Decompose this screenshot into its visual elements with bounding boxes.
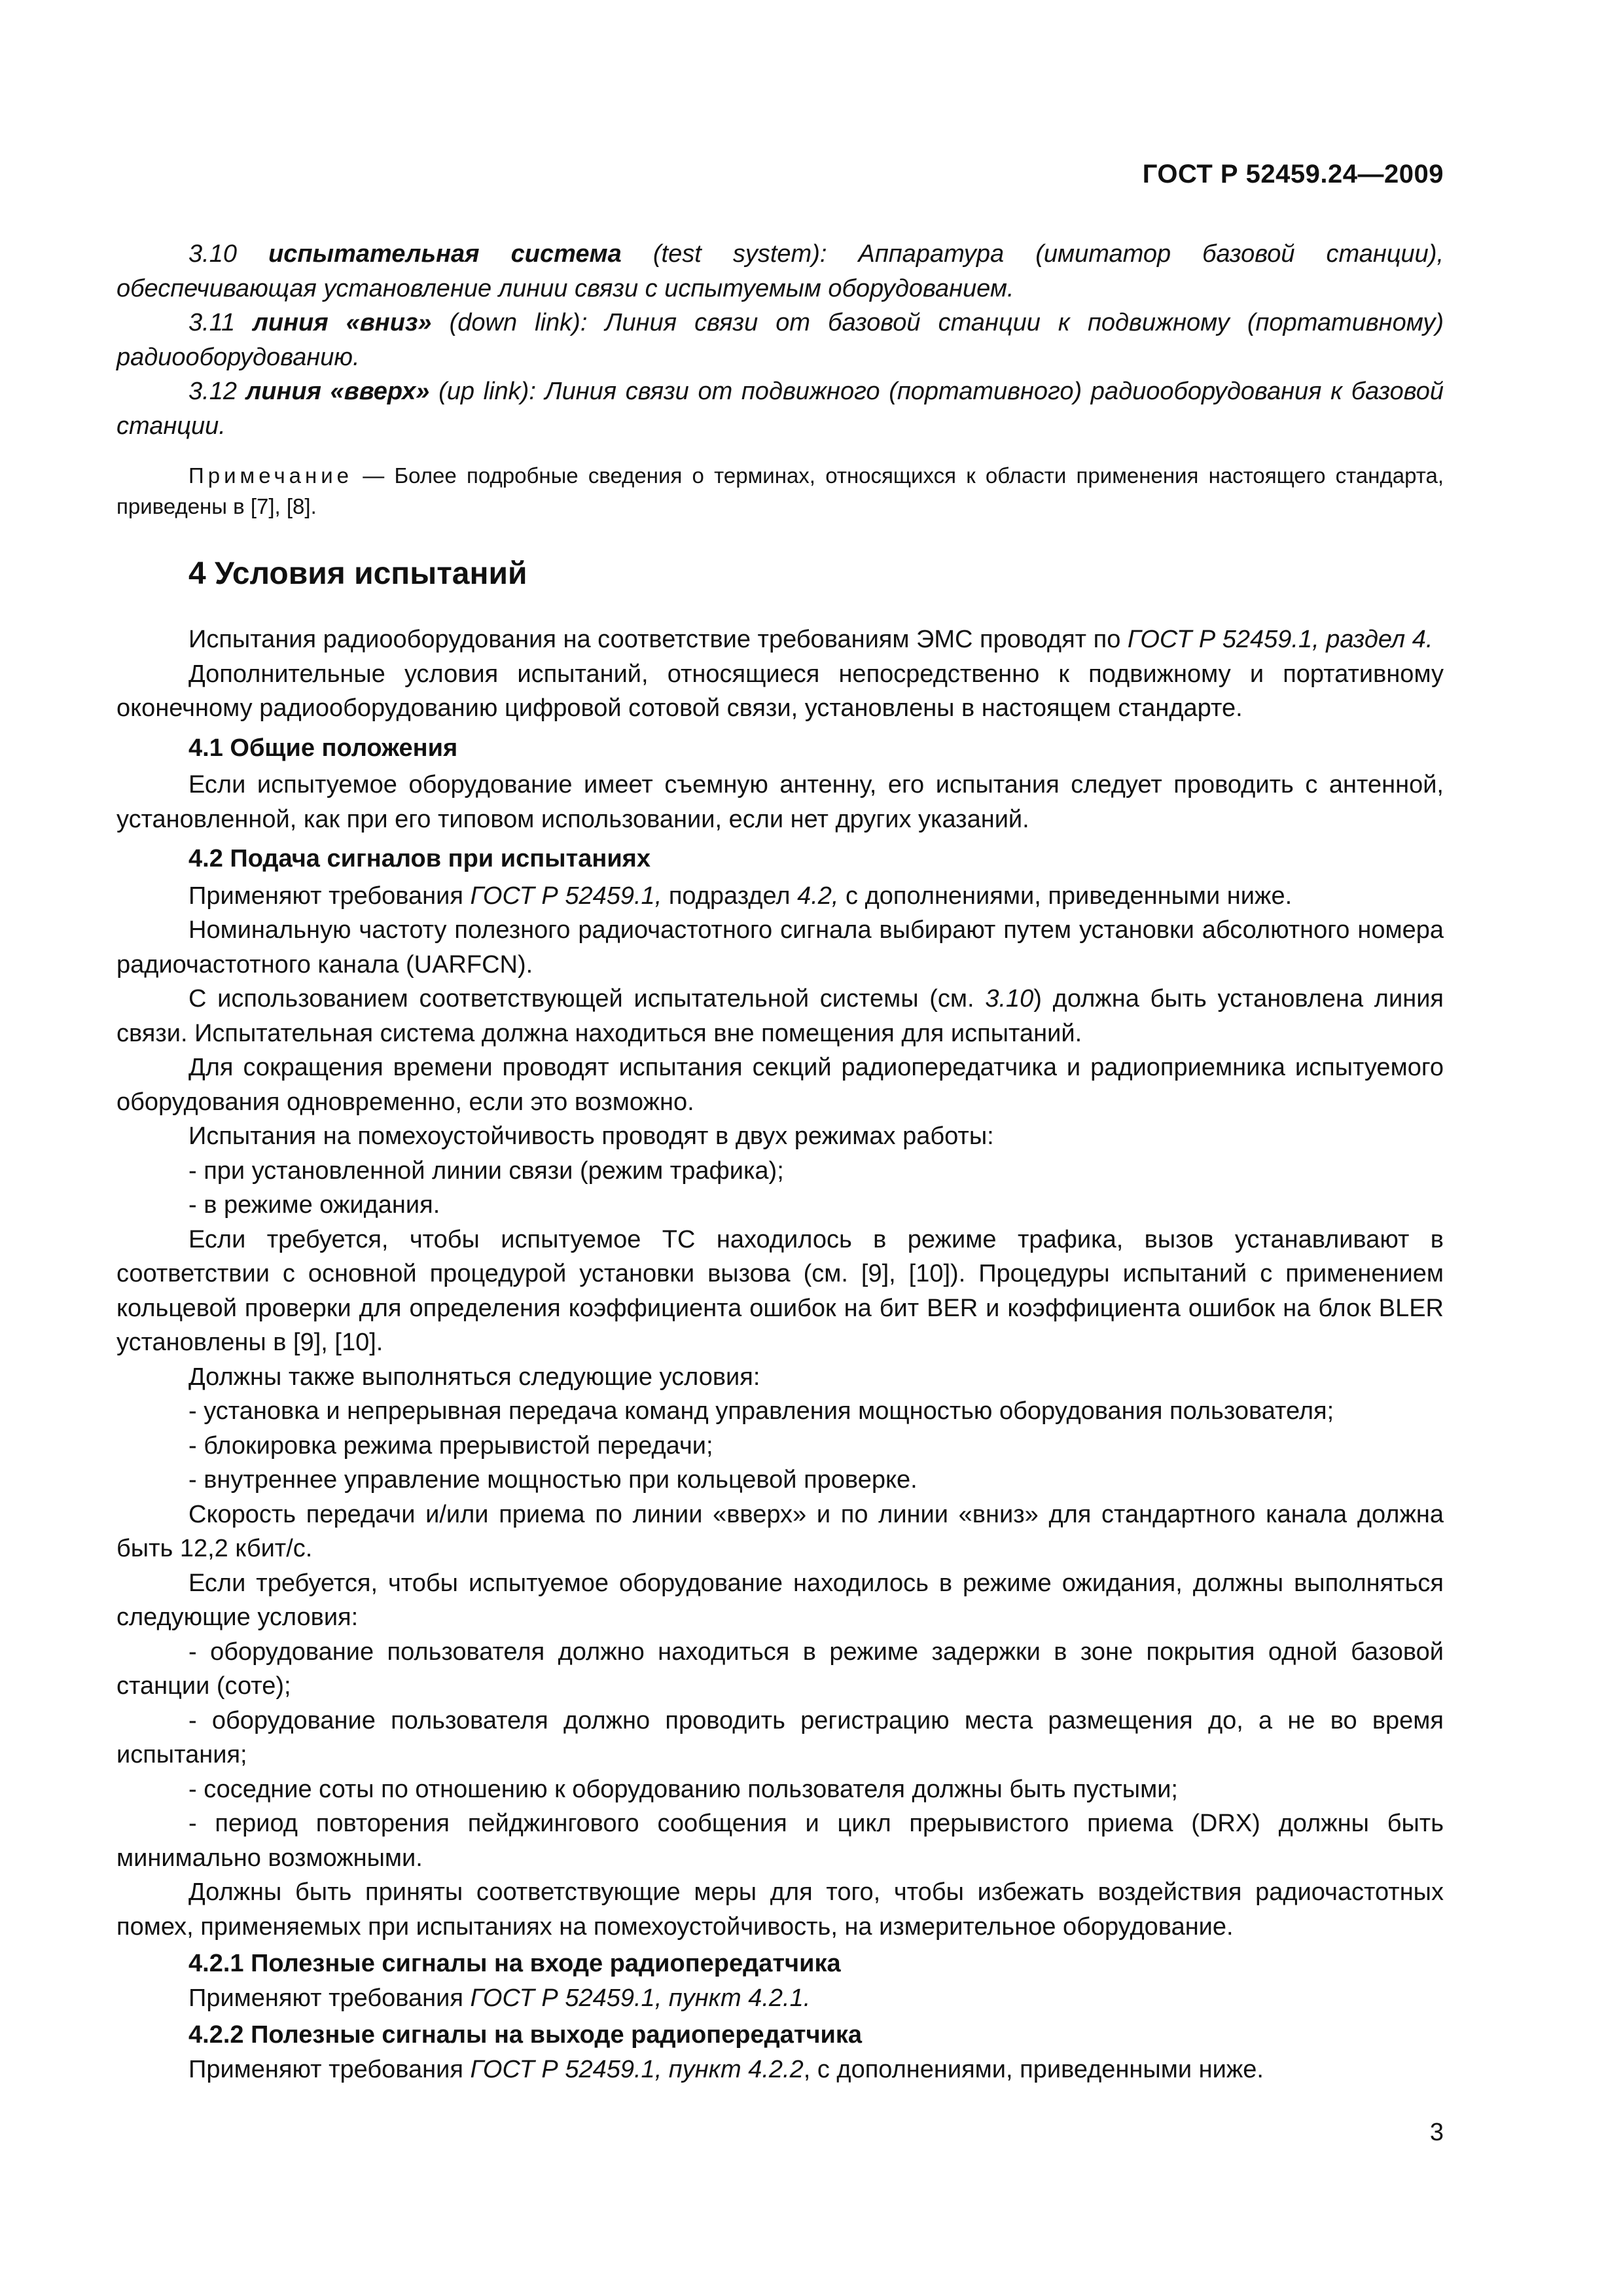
section-4-p1-reference: ГОСТ Р 52459.1, раздел 4. <box>1127 626 1433 653</box>
term-definition: Аппаратура (имитатор базовой станции), обеспечивающая установление линии связи с испытуемым оборудованием. <box>116 240 1444 302</box>
list-item: - оборудование пользователя должно находиться в режиме задержки в зоне покрытия одной базовой станции (соте); <box>116 1638 1444 1700</box>
section-4-2-2-text-b: , с дополнениями, приведенными ниже. <box>803 2055 1264 2083</box>
section-4-2-paragraph-7: Должны также выполняться следующие условия: <box>188 1363 760 1391</box>
note-paragraph <box>116 460 1444 522</box>
section-4-2-paragraph-9: Если требуется, чтобы испытуемое оборудование находилось в режиме ожидания, должны выполняться следующие условия: <box>116 1569 1444 1631</box>
term-name: линия «вниз» <box>253 309 432 336</box>
section-4-2-2-title: 4.2.2 Полезные сигналы на выходе радиопередатчика <box>188 2021 863 2049</box>
section-4-1-paragraph: Если испытуемое оборудование имеет съемную антенну, его испытания следует проводить с антенной, установленной, как при его типовом использовании, если нет других указаний. <box>116 771 1444 833</box>
section-4-1-title: 4.1 Общие положения <box>188 734 458 762</box>
document-body <box>116 237 1444 2087</box>
section-4-title: 4 Условия испытаний <box>188 556 527 591</box>
note-label: Примечание <box>188 463 353 488</box>
note-text: — Более подробные сведения о терминах, относящихся к области применения настоящего стандарта, приведены в [7], [8]. <box>116 463 1444 518</box>
term-3-12 <box>116 374 1444 443</box>
section-4-2-paragraph-1 <box>116 879 1444 914</box>
section-4-2-paragraph-2: Номинальную частоту полезного радиочастотного сигнала выбирают путем установки абсолютного номера радиочастотного канала (UARFCN). <box>116 916 1444 978</box>
document-page <box>116 0 1444 2296</box>
section-4-2-p3-reference: 3.10 <box>985 985 1034 1013</box>
section-4-2-paragraph-6: Если требуется, чтобы испытуемое ТС находилось в режиме трафика, вызов устанавливают в соответствии с основной процедурой установки вызова (см. [9], [10]). Процедуры испытаний с применением кольцевой проверки для определения коэффициента ошибок на бит BER и коэффициента ошибок на блок BLER установлены в [9], [10]. <box>116 1225 1444 1356</box>
section-4-2-paragraph-10: Должны быть приняты соответствующие меры для того, чтобы избежать воздействия радиочастотных помех, применяемых при испытаниях на помехоустойчивость, на измерительное оборудование. <box>116 1878 1444 1941</box>
section-4-2-p3-text-a: С использованием соответствующей испытательной системы (см. <box>188 985 986 1013</box>
term-english: (down link): <box>449 309 588 336</box>
section-4-paragraph-2: Дополнительные условия испытаний, относящиеся непосредственно к подвижному и портативному оконечному радиооборудованию цифровой сотовой связи, установлены в настоящем стандарте. <box>116 660 1444 722</box>
term-definition: Линия связи от подвижного (портативного) радиооборудования к базовой станции. <box>116 378 1444 440</box>
section-4-2-2-reference: ГОСТ Р 52459.1, пункт 4.2.2 <box>470 2055 804 2083</box>
term-name: линия «вверх» <box>245 378 430 405</box>
section-4-paragraph-1 <box>116 622 1444 657</box>
term-number: 3.10 <box>188 240 237 268</box>
term-number: 3.12 <box>188 378 237 405</box>
section-4-2-1-title: 4.2.1 Полезные сигналы на входе радиопередатчика <box>188 1950 841 1977</box>
list-item: - период повторения пейджингового сообщения и цикл прерывистого приема (DRX) должны быть минимально возможными. <box>116 1810 1444 1872</box>
section-4-2-p1-text-c: с дополнениями, приведенными ниже. <box>838 882 1293 910</box>
page-number: 3 <box>1429 2119 1444 2146</box>
term-definition: Линия связи от базовой станции к подвижному (портативному) радиооборудованию. <box>116 309 1444 371</box>
section-4-2-paragraph-5: Испытания на помехоустойчивость проводят в двух режимах работы: <box>188 1122 994 1150</box>
section-4-2-p3-text-b: ) должна быть установлена линия связи. Испытательная система должна находиться вне помещения для испытаний. <box>116 985 1444 1047</box>
list-item: - установка и непрерывная передача команд управления мощностью оборудования пользователя; <box>188 1397 1334 1425</box>
list-item: - оборудование пользователя должно проводить регистрацию места размещения до, а не во время испытания; <box>116 1706 1444 1768</box>
term-number: 3.11 <box>188 309 236 336</box>
term-3-10 <box>116 237 1444 306</box>
list-item: - блокировка режима прерывистой передачи; <box>188 1431 713 1460</box>
section-4-2-paragraph-4: Для сокращения времени проводят испытания секций радиопередатчика и радиоприемника испытуемого оборудования одновременно, если это возможно. <box>116 1054 1444 1116</box>
section-4-2-paragraph-3 <box>116 982 1444 1050</box>
section-4-2-paragraph-8: Скорость передачи и/или приема по линии «вверх» и по линии «вниз» для стандартного канала должна быть 12,2 кбит/с. <box>116 1500 1444 1562</box>
section-4-2-1-reference: ГОСТ Р 52459.1, пункт 4.2.1. <box>470 1984 811 2012</box>
section-4-2-2-paragraph <box>116 2053 1444 2087</box>
term-english: (up link): <box>438 378 536 405</box>
list-item: - соседние соты по отношению к оборудованию пользователя должны быть пустыми; <box>188 1775 1178 1803</box>
document-header-id: ГОСТ Р 52459.24—2009 <box>1142 160 1444 188</box>
section-4-2-1-paragraph <box>116 1981 1444 2016</box>
section-4-2-p1-reference-2: 4.2, <box>797 882 839 910</box>
term-name: испытательная система <box>268 240 622 268</box>
list-item: - в режиме ожидания. <box>188 1191 440 1219</box>
list-item: - внутреннее управление мощностью при кольцевой проверке. <box>188 1466 918 1494</box>
term-english: (test system): <box>652 240 827 268</box>
section-4-2-p1-reference-1: ГОСТ Р 52459.1, <box>470 882 662 910</box>
section-4-2-2-text-a: Применяют требования <box>188 2055 471 2083</box>
term-3-11 <box>116 306 1444 374</box>
section-4-p1-text: Испытания радиооборудования на соответствие требованиям ЭМС проводят по <box>188 626 1128 653</box>
section-4-2-p1-text-b: подраздел <box>662 882 798 910</box>
list-item: - при установленной линии связи (режим трафика); <box>188 1157 784 1185</box>
section-4-2-p1-text-a: Применяют требования <box>188 882 471 910</box>
section-4-2-title: 4.2 Подача сигналов при испытаниях <box>188 845 651 872</box>
section-4-2-1-text: Применяют требования <box>188 1984 471 2012</box>
